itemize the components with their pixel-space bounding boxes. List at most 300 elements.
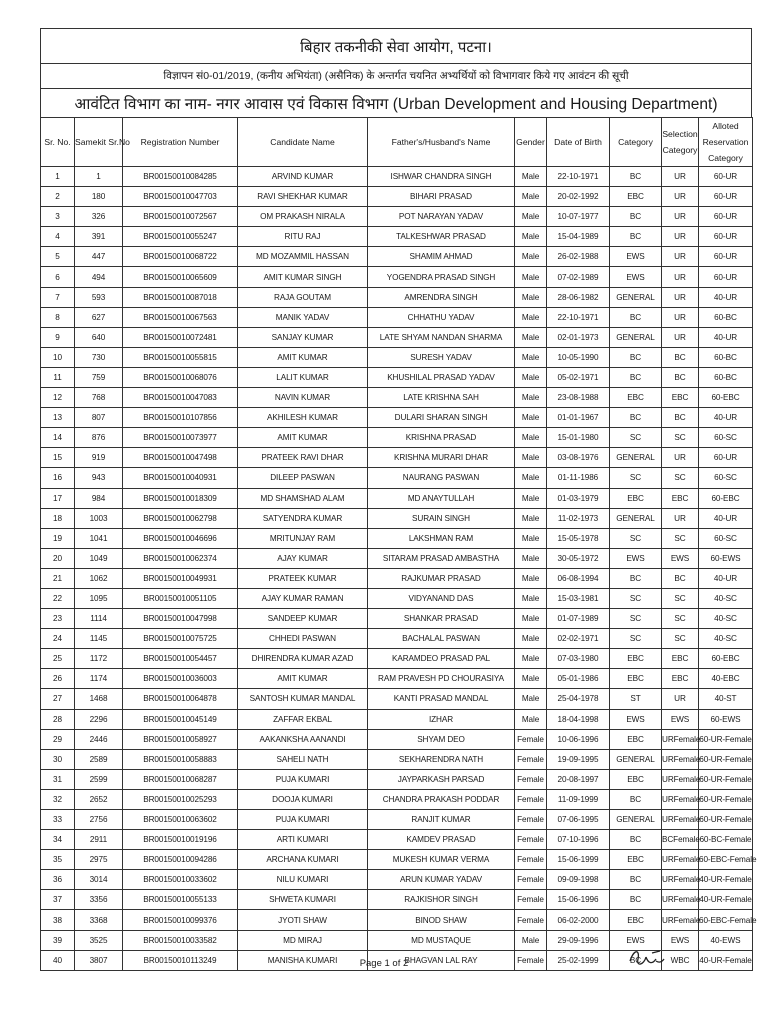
table-row: [41, 347, 753, 367]
cell-sr-no: 33: [41, 810, 75, 830]
cell-alloted-reservation-category: 60-EBC: [699, 388, 753, 408]
cell-selection-category: UR: [662, 267, 699, 287]
cell-alloted-reservation-category: 60-UR: [699, 227, 753, 247]
table-row: [41, 448, 753, 468]
cell-candidate-name: NILU KUMARI: [238, 870, 368, 890]
cell-date-of-birth: 09-09-1998: [547, 870, 610, 890]
table-row: [41, 167, 753, 187]
cell-father-husband-name: LATE SHYAM NANDAN SHARMA: [368, 327, 515, 347]
cell-alloted-reservation-category: 40-UR: [699, 287, 753, 307]
cell-candidate-name: AMIT KUMAR: [238, 347, 368, 367]
cell-sr-no: 17: [41, 488, 75, 508]
cell-date-of-birth: 15-03-1981: [547, 588, 610, 608]
cell-registration-number: BR00150010055815: [123, 347, 238, 367]
cell-sr-no: 18: [41, 508, 75, 528]
cell-registration-number: BR00150010073977: [123, 428, 238, 448]
cell-candidate-name: PRATEEK RAVI DHAR: [238, 448, 368, 468]
cell-registration-number: BR00150010062798: [123, 508, 238, 528]
cell-father-husband-name: POT NARAYAN YADAV: [368, 207, 515, 227]
cell-alloted-reservation-category: 60-UR: [699, 167, 753, 187]
cell-registration-number: BR00150010047083: [123, 388, 238, 408]
cell-date-of-birth: 06-02-2000: [547, 910, 610, 930]
table-row: [41, 749, 753, 769]
table-row: [41, 327, 753, 347]
cell-father-husband-name: YOGENDRA PRASAD SINGH: [368, 267, 515, 287]
cell-sr-no: 6: [41, 267, 75, 287]
cell-selection-category: UR: [662, 508, 699, 528]
table-row: [41, 367, 753, 387]
cell-father-husband-name: TALKESHWAR PRASAD: [368, 227, 515, 247]
cell-category: EBC: [610, 388, 662, 408]
cell-gender: Female: [515, 729, 547, 749]
table-row: [41, 247, 753, 267]
cell-category: BC: [610, 367, 662, 387]
cell-alloted-reservation-category: 60-UR-Female: [699, 810, 753, 830]
cell-alloted-reservation-category: 60-SC: [699, 428, 753, 448]
col-selection-category: Selection Category: [662, 118, 699, 167]
table-row: [41, 709, 753, 729]
cell-selection-category: UR: [662, 207, 699, 227]
cell-gender: Male: [515, 167, 547, 187]
cell-sr-no: 36: [41, 870, 75, 890]
cell-father-husband-name: LAKSHMAN RAM: [368, 528, 515, 548]
cell-selection-category: BC: [662, 408, 699, 428]
cell-alloted-reservation-category: 60-BC: [699, 367, 753, 387]
cell-candidate-name: AAKANKSHA AANANDI: [238, 729, 368, 749]
cell-selection-category: EBC: [662, 669, 699, 689]
cell-category: EBC: [610, 488, 662, 508]
cell-sr-no: 19: [41, 528, 75, 548]
cell-selection-category: URFemale: [662, 870, 699, 890]
table-row: [41, 528, 753, 548]
cell-registration-number: BR00150010087018: [123, 287, 238, 307]
cell-selection-category: UR: [662, 187, 699, 207]
cell-gender: Male: [515, 388, 547, 408]
table-row: [41, 488, 753, 508]
cell-father-husband-name: KAMDEV PRASAD: [368, 830, 515, 850]
document-page: [40, 28, 757, 971]
cell-father-husband-name: SITARAM PRASAD AMBASTHA: [368, 548, 515, 568]
table-row: [41, 468, 753, 488]
cell-samekit-sr-no: 1049: [75, 548, 123, 568]
cell-candidate-name: MD MOZAMMIL HASSAN: [238, 247, 368, 267]
cell-gender: Female: [515, 830, 547, 850]
cell-samekit-sr-no: 640: [75, 327, 123, 347]
cell-samekit-sr-no: 730: [75, 347, 123, 367]
cell-alloted-reservation-category: 60-BC: [699, 307, 753, 327]
cell-sr-no: 30: [41, 749, 75, 769]
table-row: [41, 588, 753, 608]
cell-sr-no: 15: [41, 448, 75, 468]
cell-gender: Male: [515, 930, 547, 950]
cell-selection-category: EBC: [662, 649, 699, 669]
cell-selection-category: URFemale: [662, 749, 699, 769]
cell-date-of-birth: 30-05-1972: [547, 548, 610, 568]
cell-father-husband-name: BINOD SHAW: [368, 910, 515, 930]
table-row: [41, 850, 753, 870]
cell-sr-no: 11: [41, 367, 75, 387]
cell-candidate-name: SAHELI NATH: [238, 749, 368, 769]
cell-registration-number: BR00150010075725: [123, 629, 238, 649]
table-row: [41, 508, 753, 528]
cell-samekit-sr-no: 3807: [75, 950, 123, 970]
cell-alloted-reservation-category: 60-BC: [699, 347, 753, 367]
cell-sr-no: 28: [41, 709, 75, 729]
table-row: [41, 649, 753, 669]
cell-gender: Male: [515, 367, 547, 387]
cell-registration-number: BR00150010033602: [123, 870, 238, 890]
cell-samekit-sr-no: 1145: [75, 629, 123, 649]
cell-father-husband-name: MD ANAYTULLAH: [368, 488, 515, 508]
organization-title: बिहार तकनीकी सेवा आयोग, पटना।: [41, 29, 751, 64]
cell-selection-category: UR: [662, 689, 699, 709]
cell-father-husband-name: DULARI SHARAN SINGH: [368, 408, 515, 428]
cell-father-husband-name: KANTI PRASAD MANDAL: [368, 689, 515, 709]
cell-category: BC: [610, 207, 662, 227]
cell-date-of-birth: 26-02-1988: [547, 247, 610, 267]
cell-samekit-sr-no: 768: [75, 388, 123, 408]
cell-alloted-reservation-category: 40-SC: [699, 609, 753, 629]
table-body: [41, 167, 757, 971]
cell-samekit-sr-no: 2756: [75, 810, 123, 830]
cell-gender: Female: [515, 850, 547, 870]
cell-candidate-name: PUJA KUMARI: [238, 810, 368, 830]
cell-category: BC: [610, 789, 662, 809]
cell-samekit-sr-no: 3014: [75, 870, 123, 890]
cell-category: SC: [610, 428, 662, 448]
cell-date-of-birth: 01-07-1989: [547, 609, 610, 629]
cell-gender: Male: [515, 247, 547, 267]
cell-date-of-birth: 20-08-1997: [547, 769, 610, 789]
cell-registration-number: BR00150010055247: [123, 227, 238, 247]
cell-category: EBC: [610, 769, 662, 789]
cell-selection-category: SC: [662, 629, 699, 649]
cell-date-of-birth: 25-04-1978: [547, 689, 610, 709]
cell-sr-no: 39: [41, 930, 75, 950]
cell-candidate-name: RAJA GOUTAM: [238, 287, 368, 307]
cell-registration-number: BR00150010055133: [123, 890, 238, 910]
cell-date-of-birth: 05-02-1971: [547, 367, 610, 387]
cell-category: BC: [610, 830, 662, 850]
cell-candidate-name: AJAY KUMAR RAMAN: [238, 588, 368, 608]
cell-alloted-reservation-category: 40-EWS: [699, 930, 753, 950]
cell-candidate-name: LALIT KUMAR: [238, 367, 368, 387]
cell-samekit-sr-no: 1041: [75, 528, 123, 548]
cell-sr-no: 29: [41, 729, 75, 749]
cell-registration-number: BR00150010047703: [123, 187, 238, 207]
cell-registration-number: BR00150010068722: [123, 247, 238, 267]
cell-selection-category: UR: [662, 307, 699, 327]
cell-registration-number: BR00150010067563: [123, 307, 238, 327]
cell-sr-no: 21: [41, 568, 75, 588]
table-row: [41, 207, 753, 227]
cell-date-of-birth: 15-04-1989: [547, 227, 610, 247]
cell-father-husband-name: IZHAR: [368, 709, 515, 729]
cell-candidate-name: DHIRENDRA KUMAR AZAD: [238, 649, 368, 669]
cell-candidate-name: PUJA KUMARI: [238, 769, 368, 789]
col-alloted-reservation-category: Alloted Reservation Category: [699, 118, 753, 167]
cell-category: BC: [610, 870, 662, 890]
cell-father-husband-name: SURESH YADAV: [368, 347, 515, 367]
cell-alloted-reservation-category: 60-SC: [699, 468, 753, 488]
cell-alloted-reservation-category: 40-SC: [699, 588, 753, 608]
cell-candidate-name: CHHEDI PASWAN: [238, 629, 368, 649]
cell-alloted-reservation-category: 60-UR: [699, 448, 753, 468]
cell-date-of-birth: 10-05-1990: [547, 347, 610, 367]
cell-father-husband-name: RAJKISHOR SINGH: [368, 890, 515, 910]
department-title: आवंटित विभाग का नाम- नगर आवास एवं विकास विभाग (Urban Development and Housing Department): [74, 96, 718, 113]
cell-date-of-birth: 28-06-1982: [547, 287, 610, 307]
cell-alloted-reservation-category: 60-UR: [699, 207, 753, 227]
document-header: [40, 28, 752, 117]
cell-samekit-sr-no: 391: [75, 227, 123, 247]
cell-selection-category: URFemale: [662, 789, 699, 809]
cell-candidate-name: ARTI KUMARI: [238, 830, 368, 850]
table-row: [41, 689, 753, 709]
cell-category: EWS: [610, 267, 662, 287]
cell-date-of-birth: 15-06-1996: [547, 890, 610, 910]
cell-candidate-name: MANIK YADAV: [238, 307, 368, 327]
cell-date-of-birth: 11-02-1973: [547, 508, 610, 528]
cell-category: EWS: [610, 548, 662, 568]
cell-gender: Male: [515, 649, 547, 669]
cell-registration-number: BR00150010025293: [123, 789, 238, 809]
cell-sr-no: 7: [41, 287, 75, 307]
cell-registration-number: BR00150010046696: [123, 528, 238, 548]
cell-alloted-reservation-category: 60-SC: [699, 528, 753, 548]
col-father-husband-name: Father's/Husband's Name: [368, 118, 515, 167]
cell-category: BC: [610, 167, 662, 187]
cell-date-of-birth: 10-07-1977: [547, 207, 610, 227]
cell-category: EBC: [610, 729, 662, 749]
cell-registration-number: BR00150010099376: [123, 910, 238, 930]
cell-alloted-reservation-category: 40-EBC: [699, 669, 753, 689]
cell-category: BC: [610, 950, 662, 970]
col-samekit-sr-no: Samekit Sr.No: [75, 118, 123, 167]
cell-date-of-birth: 05-01-1986: [547, 669, 610, 689]
cell-father-husband-name: VIDYANAND DAS: [368, 588, 515, 608]
cell-selection-category: EWS: [662, 930, 699, 950]
cell-gender: Male: [515, 568, 547, 588]
cell-category: SC: [610, 588, 662, 608]
cell-gender: Male: [515, 287, 547, 307]
table-row: [41, 428, 753, 448]
cell-sr-no: 9: [41, 327, 75, 347]
table-row: [41, 227, 753, 247]
cell-gender: Male: [515, 508, 547, 528]
cell-gender: Male: [515, 267, 547, 287]
cell-sr-no: 2: [41, 187, 75, 207]
table-row: [41, 609, 753, 629]
cell-candidate-name: AKHILESH KUMAR: [238, 408, 368, 428]
cell-sr-no: 26: [41, 669, 75, 689]
cell-alloted-reservation-category: 60-EBC-Female: [699, 910, 753, 930]
cell-gender: Female: [515, 789, 547, 809]
cell-alloted-reservation-category: 60-UR: [699, 187, 753, 207]
cell-registration-number: BR00150010068076: [123, 367, 238, 387]
table-header-row: [41, 118, 753, 167]
cell-alloted-reservation-category: 60-UR-Female: [699, 789, 753, 809]
cell-date-of-birth: 06-08-1994: [547, 568, 610, 588]
cell-date-of-birth: 07-06-1995: [547, 810, 610, 830]
cell-samekit-sr-no: 984: [75, 488, 123, 508]
cell-date-of-birth: 01-03-1979: [547, 488, 610, 508]
cell-date-of-birth: 15-01-1980: [547, 428, 610, 448]
cell-father-husband-name: ISHWAR CHANDRA SINGH: [368, 167, 515, 187]
cell-alloted-reservation-category: 40-ST: [699, 689, 753, 709]
cell-registration-number: BR00150010094286: [123, 850, 238, 870]
cell-alloted-reservation-category: 40-SC: [699, 629, 753, 649]
cell-sr-no: 10: [41, 347, 75, 367]
cell-registration-number: BR00150010047498: [123, 448, 238, 468]
cell-category: BC: [610, 890, 662, 910]
cell-candidate-name: OM PRAKASH NIRALA: [238, 207, 368, 227]
cell-selection-category: SC: [662, 428, 699, 448]
cell-sr-no: 4: [41, 227, 75, 247]
cell-registration-number: BR00150010113249: [123, 950, 238, 970]
cell-sr-no: 5: [41, 247, 75, 267]
cell-category: BC: [610, 307, 662, 327]
cell-selection-category: URFemale: [662, 850, 699, 870]
cell-gender: Female: [515, 749, 547, 769]
cell-selection-category: EBC: [662, 488, 699, 508]
cell-date-of-birth: 18-04-1998: [547, 709, 610, 729]
cell-sr-no: 3: [41, 207, 75, 227]
cell-date-of-birth: 25-02-1999: [547, 950, 610, 970]
cell-samekit-sr-no: 2911: [75, 830, 123, 850]
cell-candidate-name: RITU RAJ: [238, 227, 368, 247]
cell-candidate-name: MANISHA KUMARI: [238, 950, 368, 970]
cell-registration-number: BR00150010045149: [123, 709, 238, 729]
cell-sr-no: 20: [41, 548, 75, 568]
cell-alloted-reservation-category: 60-UR-Female: [699, 769, 753, 789]
cell-selection-category: URFemale: [662, 729, 699, 749]
cell-sr-no: 27: [41, 689, 75, 709]
cell-father-husband-name: CHANDRA PRAKASH PODDAR: [368, 789, 515, 809]
cell-father-husband-name: RANJIT KUMAR: [368, 810, 515, 830]
cell-samekit-sr-no: 2652: [75, 789, 123, 809]
cell-date-of-birth: 15-05-1978: [547, 528, 610, 548]
cell-candidate-name: SANTOSH KUMAR MANDAL: [238, 689, 368, 709]
cell-date-of-birth: 03-08-1976: [547, 448, 610, 468]
col-candidate-name: Candidate Name: [238, 118, 368, 167]
cell-selection-category: BC: [662, 568, 699, 588]
cell-father-husband-name: ARUN KUMAR YADAV: [368, 870, 515, 890]
cell-registration-number: BR00150010063602: [123, 810, 238, 830]
cell-date-of-birth: 02-02-1971: [547, 629, 610, 649]
cell-category: SC: [610, 609, 662, 629]
cell-category: EBC: [610, 850, 662, 870]
table-row: [41, 287, 753, 307]
cell-sr-no: 34: [41, 830, 75, 850]
cell-sr-no: 12: [41, 388, 75, 408]
cell-father-husband-name: SEKHARENDRA NATH: [368, 749, 515, 769]
cell-selection-category: BC: [662, 367, 699, 387]
table-row: [41, 890, 753, 910]
cell-gender: Female: [515, 870, 547, 890]
cell-samekit-sr-no: 2975: [75, 850, 123, 870]
cell-category: EWS: [610, 709, 662, 729]
cell-category: BC: [610, 227, 662, 247]
cell-candidate-name: NAVIN KUMAR: [238, 388, 368, 408]
cell-category: GENERAL: [610, 508, 662, 528]
cell-samekit-sr-no: 807: [75, 408, 123, 428]
cell-selection-category: EBC: [662, 388, 699, 408]
cell-sr-no: 37: [41, 890, 75, 910]
table-row: [41, 408, 753, 428]
table-row: [41, 267, 753, 287]
cell-registration-number: BR00150010047998: [123, 609, 238, 629]
cell-date-of-birth: 11-09-1999: [547, 789, 610, 809]
cell-sr-no: 38: [41, 910, 75, 930]
cell-candidate-name: DILEEP PASWAN: [238, 468, 368, 488]
cell-date-of-birth: 02-01-1973: [547, 327, 610, 347]
cell-father-husband-name: SHAMIM AHMAD: [368, 247, 515, 267]
cell-category: EBC: [610, 187, 662, 207]
table-row: [41, 810, 753, 830]
cell-samekit-sr-no: 627: [75, 307, 123, 327]
cell-category: EBC: [610, 910, 662, 930]
cell-selection-category: EWS: [662, 548, 699, 568]
cell-samekit-sr-no: 876: [75, 428, 123, 448]
col-date-of-birth: Date of Birth: [547, 118, 610, 167]
cell-registration-number: BR00150010058883: [123, 749, 238, 769]
cell-category: SC: [610, 468, 662, 488]
cell-gender: Male: [515, 307, 547, 327]
cell-selection-category: WBC: [662, 950, 699, 970]
cell-registration-number: BR00150010072481: [123, 327, 238, 347]
cell-candidate-name: ARCHANA KUMARI: [238, 850, 368, 870]
cell-alloted-reservation-category: 40-UR: [699, 408, 753, 428]
cell-gender: Male: [515, 609, 547, 629]
cell-sr-no: 25: [41, 649, 75, 669]
cell-category: BC: [610, 568, 662, 588]
cell-father-husband-name: SHYAM DEO: [368, 729, 515, 749]
cell-candidate-name: SHWETA KUMARI: [238, 890, 368, 910]
cell-samekit-sr-no: 2599: [75, 769, 123, 789]
cell-gender: Male: [515, 669, 547, 689]
cell-father-husband-name: RAM PRAVESH PD CHOURASIYA: [368, 669, 515, 689]
cell-candidate-name: ARVIND KUMAR: [238, 167, 368, 187]
cell-gender: Male: [515, 528, 547, 548]
cell-gender: Male: [515, 709, 547, 729]
cell-alloted-reservation-category: 60-UR: [699, 267, 753, 287]
cell-selection-category: SC: [662, 468, 699, 488]
cell-samekit-sr-no: 1174: [75, 669, 123, 689]
cell-registration-number: BR00150010068287: [123, 769, 238, 789]
cell-father-husband-name: CHHATHU YADAV: [368, 307, 515, 327]
cell-father-husband-name: SHANKAR PRASAD: [368, 609, 515, 629]
cell-candidate-name: SANJAY KUMAR: [238, 327, 368, 347]
cell-sr-no: 35: [41, 850, 75, 870]
cell-father-husband-name: KHUSHILAL PRASAD YADAV: [368, 367, 515, 387]
cell-date-of-birth: 22-10-1971: [547, 307, 610, 327]
cell-alloted-reservation-category: 60-EBC: [699, 649, 753, 669]
cell-alloted-reservation-category: 60-UR-Female: [699, 749, 753, 769]
cell-candidate-name: JYOTI SHAW: [238, 910, 368, 930]
cell-selection-category: UR: [662, 247, 699, 267]
cell-category: GENERAL: [610, 327, 662, 347]
cell-samekit-sr-no: 2296: [75, 709, 123, 729]
cell-selection-category: URFemale: [662, 890, 699, 910]
cell-samekit-sr-no: 1172: [75, 649, 123, 669]
cell-samekit-sr-no: 1062: [75, 568, 123, 588]
cell-gender: Male: [515, 347, 547, 367]
cell-registration-number: BR00150010040931: [123, 468, 238, 488]
cell-gender: Male: [515, 468, 547, 488]
cell-selection-category: UR: [662, 448, 699, 468]
cell-sr-no: 24: [41, 629, 75, 649]
